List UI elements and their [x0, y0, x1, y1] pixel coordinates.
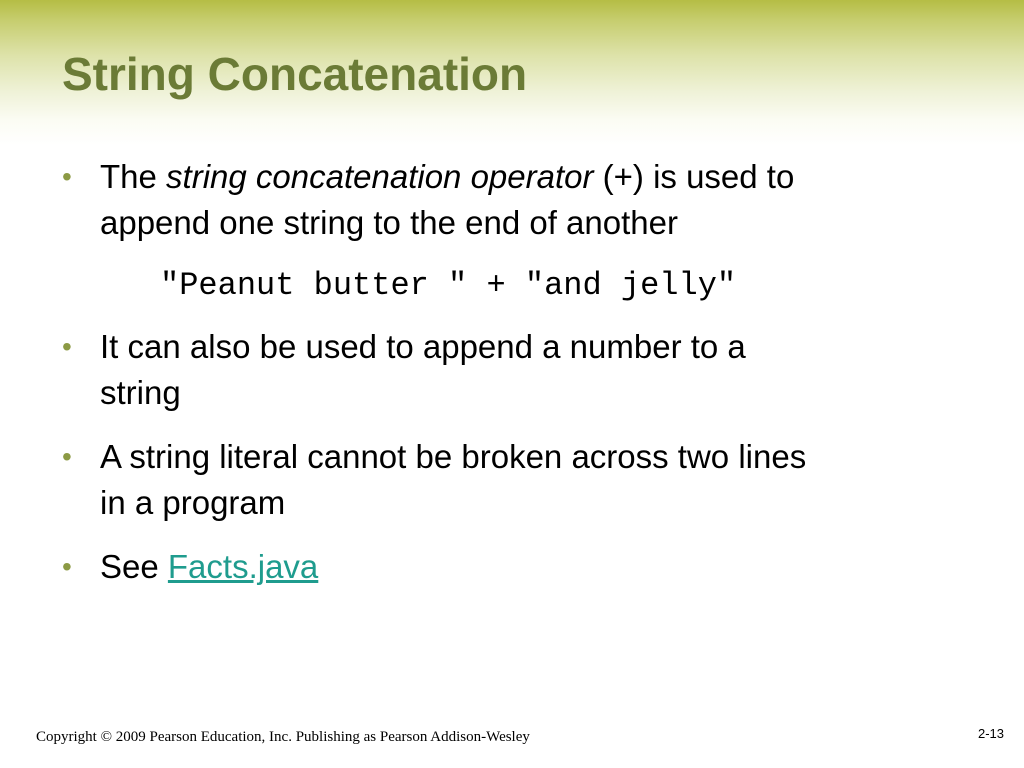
- bullet-text-line1: A string literal cannot be broken across two lines: [100, 438, 807, 475]
- bullet-text-prefix: See: [100, 548, 168, 585]
- bullet-item-append-number: [58, 324, 978, 416]
- bullet-text-suffix: (+) is used to: [593, 158, 795, 195]
- bullet-marker: •: [62, 331, 72, 362]
- bullet-text-line2: string: [100, 374, 181, 411]
- bullet-item-concatenation-operator: [58, 154, 978, 246]
- bullet-text-line2: in a program: [100, 484, 286, 521]
- facts-java-link[interactable]: Facts.java: [167, 548, 319, 585]
- bullet-text-prefix: The: [100, 158, 167, 195]
- slide-title: String Concatenation: [62, 48, 528, 100]
- bullet-list: [58, 154, 978, 590]
- bullet-item-see-facts: [58, 544, 978, 590]
- bullet-text-emphasis: string concatenation operator: [166, 158, 594, 195]
- bullet-marker: •: [62, 441, 72, 472]
- bullet-item-string-literal: [58, 434, 978, 526]
- bullet-marker: •: [62, 551, 72, 582]
- copyright-footer: Copyright © 2009 Pearson Education, Inc. Publishing as Pearson Addison-Wesley: [36, 729, 530, 745]
- bullet-marker: •: [62, 161, 72, 192]
- bullet-text-line1: It can also be used to append a number to a: [100, 328, 746, 365]
- page-number: 2-13: [977, 726, 1004, 741]
- bullet-text-line2: append one string to the end of another: [100, 204, 678, 241]
- code-example: "Peanut butter " + "and jelly": [160, 267, 737, 304]
